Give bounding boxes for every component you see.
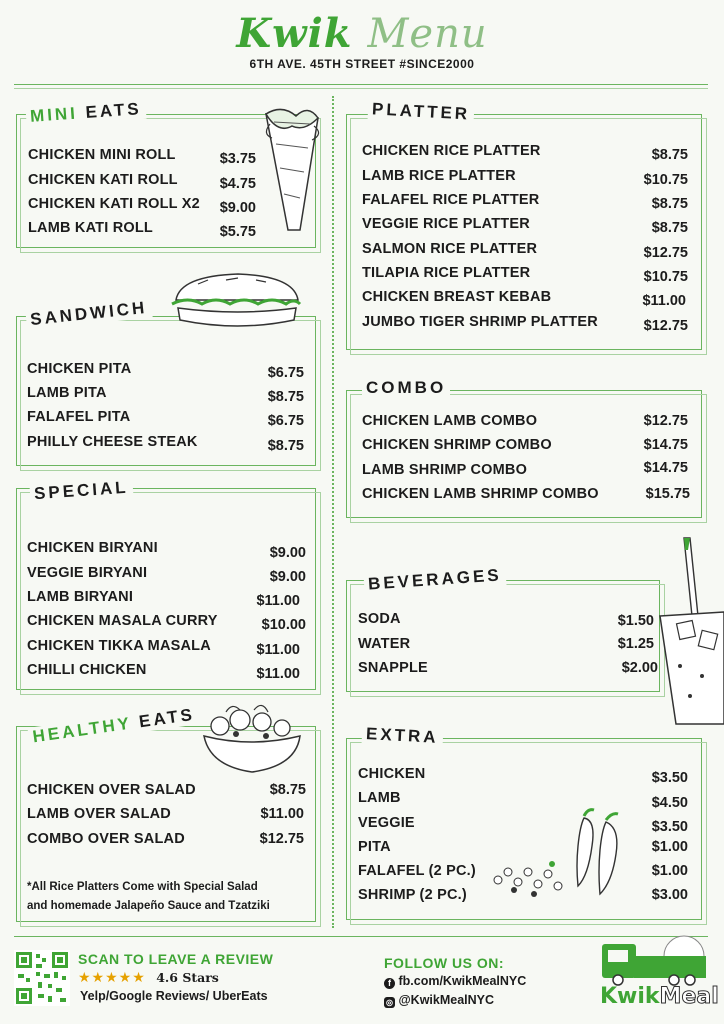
beverages-heading: BEVERAGES [363, 565, 506, 595]
extra-heading: EXTRA [362, 724, 444, 748]
extra-item-price: $4.50 [651, 795, 688, 811]
rating-text: 4.6 Stars [156, 970, 219, 985]
mini-item-name: CHICKEN MINI ROLL [28, 147, 176, 163]
title-word: Menu [367, 11, 488, 57]
soda-cup-illustration-icon [650, 536, 724, 726]
mini-item-price: $5.75 [219, 224, 256, 240]
mini-item-price: $3.75 [219, 151, 256, 167]
special-item-name: VEGGIE BIRYANI [27, 565, 148, 581]
combo-item-name: CHICKEN LAMB COMBO [362, 413, 538, 429]
platter-item-price: $10.75 [643, 269, 688, 285]
combo-item-price: $12.75 [643, 413, 688, 429]
platter-item-name: FALAFEL RICE PLATTER [362, 192, 540, 208]
extra-item-name: CHICKEN [358, 766, 426, 782]
combo-item-price: $15.75 [645, 486, 690, 502]
special-item-price: $11.00 [256, 593, 300, 609]
sandwich-item-name: LAMB PITA [27, 385, 107, 401]
platter-item-name: JUMBO TIGER SHRIMP PLATTER [362, 314, 598, 330]
platter-item-name: TILAPIA RICE PLATTER [362, 265, 531, 281]
combo-item-name: CHICKEN LAMB SHRIMP COMBO [362, 486, 599, 502]
platter-item-price: $11.00 [642, 293, 686, 309]
healthy-heading-word2: EATS [137, 704, 196, 732]
combo-item-name: LAMB SHRIMP COMBO [362, 462, 528, 478]
platter-item-price: $12.75 [643, 318, 688, 334]
review-sites: Yelp/Google Reviews/ UberEats [80, 989, 268, 1003]
healthy-item-price: $8.75 [269, 782, 306, 798]
extra-item-name: FALAFEL (2 PC.) [358, 863, 476, 879]
extra-item-price: $3.50 [651, 819, 688, 835]
sandwich-item-name: CHICKEN PITA [27, 361, 132, 377]
header-divider [14, 84, 708, 85]
platter-item-name: CHICKEN BREAST KEBAB [362, 289, 552, 305]
healthy-item-price: $12.75 [259, 831, 304, 847]
sandwich-heading: SANDWICH [25, 297, 152, 330]
special-item-price: $11.00 [256, 642, 300, 658]
address-subtitle: 6TH AVE. 45TH STREET #SINCE2000 [249, 57, 475, 71]
special-item-price: $10.00 [261, 617, 306, 633]
sandwich-item-name: FALAFEL PITA [27, 409, 131, 425]
beverage-item-name: SODA [358, 611, 401, 627]
sandwich-item-price: $6.75 [267, 413, 304, 429]
sandwich-illustration-icon [168, 270, 304, 336]
mini-eats-heading-word1: MINI [29, 103, 79, 126]
special-item-name: CHICKEN MASALA CURRY [27, 613, 218, 629]
platter-item-price: $8.75 [651, 196, 688, 212]
extra-item-price: $1.00 [651, 839, 688, 855]
platter-heading: PLATTER [368, 99, 475, 125]
review-heading: SCAN TO LEAVE A REVIEW [78, 951, 274, 967]
sandwich-item-price: $8.75 [267, 389, 304, 405]
special-item-name: LAMB BIRYANI [27, 589, 134, 605]
special-item-price: $9.00 [269, 545, 306, 561]
instagram-row[interactable] [384, 993, 494, 1008]
sandwich-item-price: $6.75 [267, 365, 304, 381]
combo-item-price: $14.75 [643, 437, 688, 453]
platter-item-price: $10.75 [643, 172, 688, 188]
qr-code-icon[interactable] [14, 950, 70, 1006]
logo-word-1: Kwik [600, 984, 660, 1009]
platter-item-price: $8.75 [651, 147, 688, 163]
extra-item-name: LAMB [358, 790, 401, 806]
platter-item-name: SALMON RICE PLATTER [362, 241, 538, 257]
facebook-icon: f [384, 978, 395, 989]
platter-note [27, 878, 313, 916]
beverage-item-price: $2.00 [621, 660, 658, 676]
extra-item-name: VEGGIE [358, 815, 415, 831]
extra-item-name: SHRIMP (2 PC.) [358, 887, 467, 903]
platter-item-name: VEGGIE RICE PLATTER [362, 216, 530, 232]
special-item-price: $9.00 [269, 569, 306, 585]
platter-item-name: LAMB RICE PLATTER [362, 168, 516, 184]
special-heading: SPECIAL [29, 477, 133, 504]
logo-word-2: Meal [659, 984, 719, 1009]
combo-item-name: CHICKEN SHRIMP COMBO [362, 437, 552, 453]
food-truck-logo-icon [598, 934, 710, 988]
beverage-item-name: SNAPPLE [358, 660, 428, 676]
platter-item-price: $8.75 [651, 220, 688, 236]
menu-title [0, 10, 724, 57]
special-item-name: CHICKEN BIRYANI [27, 540, 158, 556]
beverage-item-price: $1.25 [617, 636, 654, 652]
special-item-name: CHILLI CHICKEN [27, 662, 147, 678]
title-brand: Kwik [236, 10, 353, 57]
note-line-2: and homemade Jalapeño Sauce and Tzatziki [27, 900, 270, 912]
beverage-item-name: WATER [358, 636, 411, 652]
header-divider-thin [14, 88, 708, 89]
column-divider [332, 96, 334, 928]
wrap-illustration-icon [252, 104, 332, 234]
extra-item-price: $3.50 [651, 770, 688, 786]
mini-item-price: $9.00 [219, 200, 256, 216]
healthy-item-price: $11.00 [260, 806, 304, 822]
note-line-1: *All Rice Platters Come with Special Salad [27, 881, 258, 893]
combo-item-price: $14.75 [643, 460, 688, 476]
instagram-icon: ◎ [384, 997, 395, 1008]
facebook-row[interactable] [384, 974, 526, 989]
mini-item-name: CHICKEN KATI ROLL [28, 172, 178, 188]
extra-item-name: PITA [358, 839, 391, 855]
star-rating-icon: ★★★★★ [78, 969, 146, 985]
chili-peppers-illustration-icon [488, 806, 624, 902]
special-item-name: CHICKEN TIKKA MASALA [27, 638, 211, 654]
kwik-meal-logo [600, 984, 719, 1009]
instagram-link[interactable]: @KwikMealNYC [398, 993, 495, 1007]
healthy-heading-word1: HEALTHY [31, 713, 133, 747]
mini-item-price: $4.75 [219, 176, 256, 192]
platter-item-name: CHICKEN RICE PLATTER [362, 143, 541, 159]
follow-heading: FOLLOW US ON: [384, 955, 505, 971]
special-item-price: $11.00 [256, 666, 300, 682]
rating-row [78, 969, 219, 987]
mini-item-name: LAMB KATI ROLL [28, 220, 153, 236]
combo-heading: COMBO [362, 378, 450, 398]
healthy-item-name: CHICKEN OVER SALAD [27, 782, 196, 798]
platter-item-price: $12.75 [643, 245, 688, 261]
healthy-item-name: COMBO OVER SALAD [27, 831, 185, 847]
healthy-item-name: LAMB OVER SALAD [27, 806, 171, 822]
sandwich-item-name: PHILLY CHEESE STEAK [27, 434, 198, 450]
salad-bowl-illustration-icon [196, 700, 306, 778]
extra-item-price: $1.00 [651, 863, 688, 879]
extra-item-price: $3.00 [651, 887, 688, 903]
sandwich-item-price: $8.75 [267, 438, 304, 454]
mini-eats-heading-word2: EATS [84, 99, 143, 122]
beverage-item-price: $1.50 [617, 613, 654, 629]
mini-item-name: CHICKEN KATI ROLL X2 [28, 196, 200, 212]
facebook-link[interactable]: fb.com/KwikMealNYC [398, 974, 527, 988]
